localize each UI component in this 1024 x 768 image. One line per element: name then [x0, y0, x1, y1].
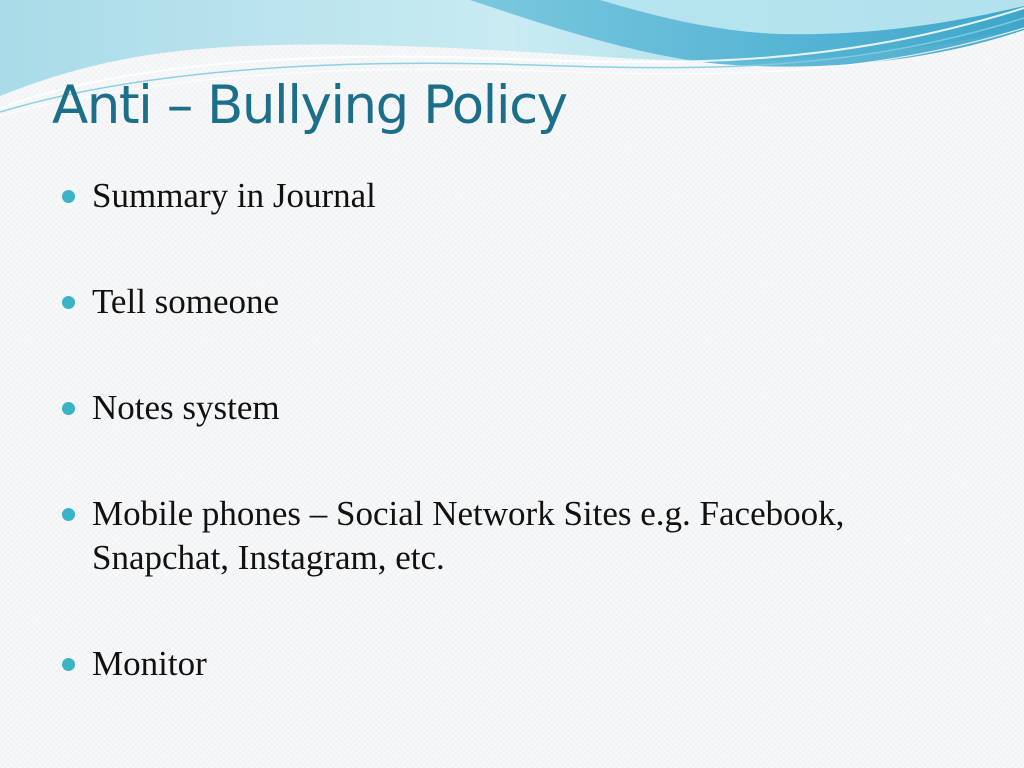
bullet-dot-icon [62, 658, 75, 671]
bullet-item [62, 642, 962, 686]
bullet-text: Notes system [92, 388, 280, 427]
bullet-list [62, 174, 962, 686]
bullet-text: Summary in Journal [92, 176, 376, 215]
bullet-item [62, 280, 962, 324]
bullet-text: Tell someone [92, 282, 280, 321]
bullet-item [62, 386, 962, 430]
bullet-dot-icon [62, 190, 75, 203]
bullet-item [62, 492, 962, 580]
bullet-item [62, 174, 962, 218]
bullet-text: Monitor [92, 644, 207, 683]
bullet-text: Mobile phones – Social Network Sites e.g. Facebook, Snapchat, Instagram, etc. [92, 494, 845, 577]
bullet-dot-icon [62, 402, 75, 415]
bullet-dot-icon [62, 508, 75, 521]
slide-title: Anti – Bullying Policy [52, 75, 567, 136]
bullet-dot-icon [62, 296, 75, 309]
